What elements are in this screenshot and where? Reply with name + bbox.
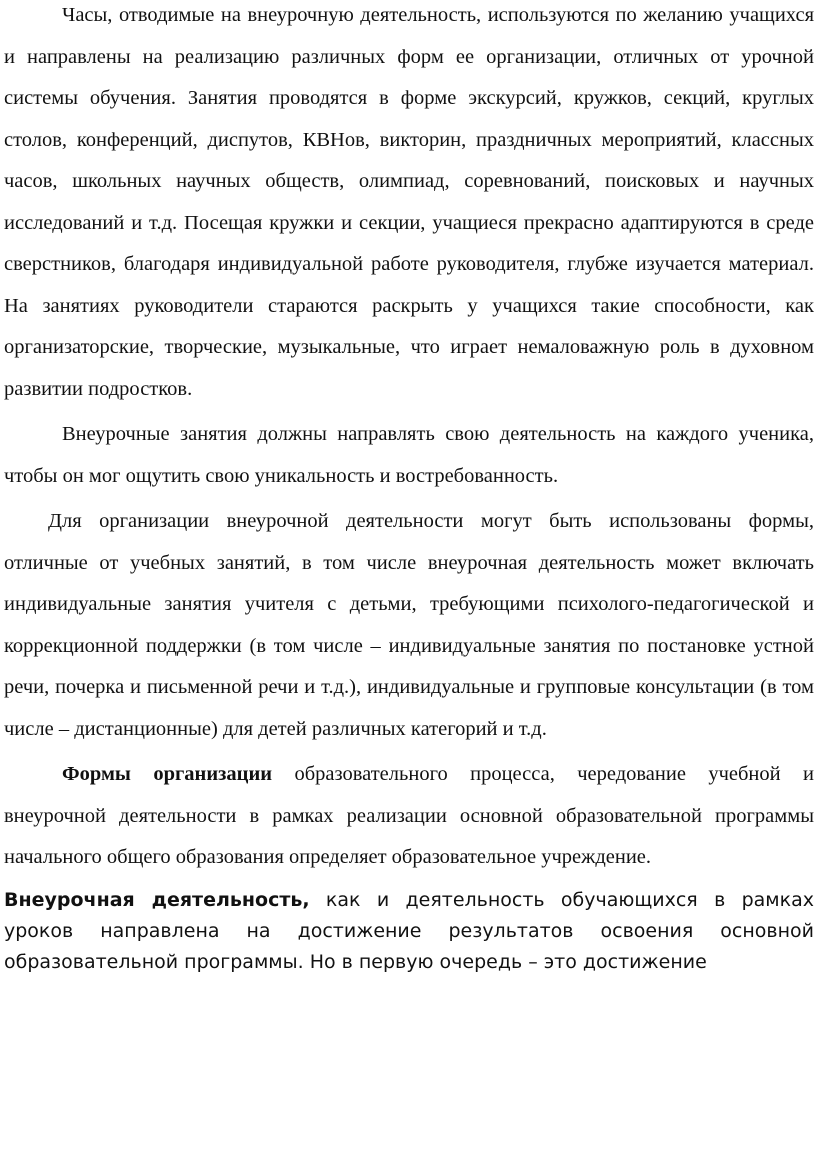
paragraph-extracurricular-activity [0, 885, 816, 978]
bold-term-forms: Формы организации [62, 763, 273, 785]
bold-term-activity: Внеурочная деятельность, [4, 888, 310, 911]
paragraph-organization-forms: Для организации внеурочной деятельности могут быть использованы формы, отличные от учебных занятий, в том числе внеурочная деятельность может включать индивидуальные занятия учителя с детьми, требующими психолого-педагогической и коррекционной поддержки (в том числе – индивидуальные занятия по постановке устной речи, почерка и письменной речи и т.д.), индивидуальные и групповые консультации (в том числе – дистанционные) для детей различных категорий и т.д. [4, 510, 814, 740]
paragraph-extracurricular-hours: Часы, отводимые на внеурочную деятельность, используются по желанию учащихся и направлены на реализацию различных форм ее организации, отличных от урочной системы обучения. Занятия проводятся в форме экскурсий, кружков, секций, круглых столов, конференций, диспутов, КВНов, викторин, праздничных мероприятий, классных часов, школьных научных обществ, олимпиад, соревнований, поисковых и научных исследований и т.д. Посещая кружки и секции, учащиеся прекрасно адаптируются в среде сверстников, благодаря индивидуальной работе руководителя, глубже изучается материал. На занятиях руководители стараются раскрыть у учащихся такие способности, как организаторские, творческие, музыкальные, что играет немаловажную роль в духовном развитии подростков. [4, 4, 814, 400]
paragraph-forms-text: образовательного процесса, чередование учебной и внеурочной деятельности в рамках реализации основной образовательной программы начального общего образования определяет образовательное учреждение. [4, 763, 814, 868]
paragraph-activity-text: как и деятельность обучающихся в рамках уроков направлена на достижение результатов освоения основной образовательной программы. Но в первую очередь – это достижение [4, 888, 814, 973]
paragraph-forms-of-organization [0, 754, 816, 879]
paragraph-extracurricular-classes: Внеурочные занятия должны направлять свою деятельность на каждого ученика, чтобы он мог ощутить свою уникальность и востребованность. [4, 423, 814, 487]
